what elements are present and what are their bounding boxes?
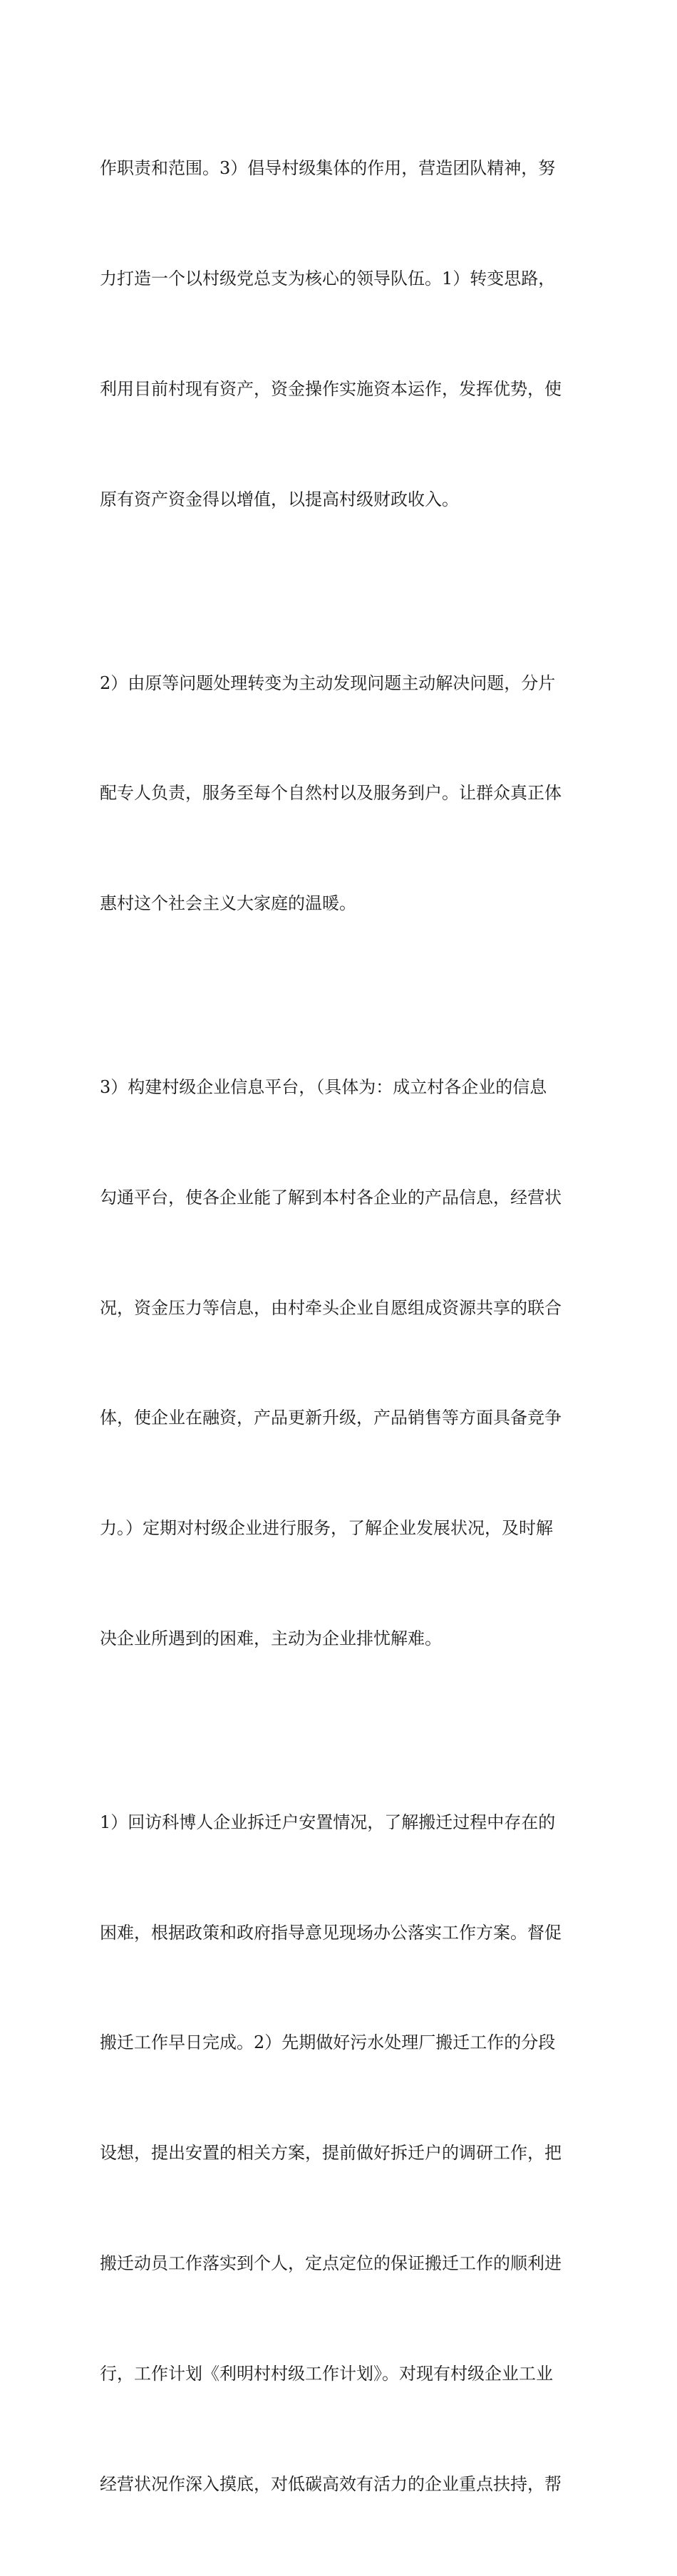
text-line: 力。）定期对村级企业进行服务，了解企业发展状况，及时解 bbox=[100, 1518, 553, 1539]
text-line: 决企业所遇到的困难，主动为企业排忧解难。 bbox=[100, 1628, 442, 1648]
text-line: 设想，提出安置的相关方案，提前做好拆迁户的调研工作，把 bbox=[100, 2143, 562, 2164]
text-line: 惠村这个社会主义大家庭的温暖。 bbox=[100, 893, 356, 914]
paragraph-1 bbox=[100, 77, 591, 591]
text-line: 况，资金压力等信息，由村牵头企业自愿组成资源共享的联合 bbox=[100, 1297, 562, 1318]
text-line: 2）由原等问题处理转变为主动发现问题主动解决问题，分片 bbox=[100, 672, 556, 693]
text-line: 勾通平台，使各企业能了解到本村各企业的产品信息，经营状 bbox=[100, 1187, 562, 1208]
text-line: 经营状况作深入摸底，对低碳高效有活力的企业重点扶持，帮 bbox=[100, 2473, 562, 2494]
text-line: 利用目前村现有资产，资金操作实施资本运作，发挥优势，使 bbox=[100, 378, 562, 399]
text-line: 原有资产资金得以增值，以提高村级财政收入。 bbox=[100, 489, 459, 509]
text-line: 配专人负责，服务至每个自然村以及服务到户。让群众真正体 bbox=[100, 783, 562, 804]
text-line: 搬迁工作早日完成。2）先期做好污水处理厂搬迁工作的分段 bbox=[100, 2032, 556, 2053]
text-line: 行，工作计划《利明村村级工作计划》。对现有村级企业工业 bbox=[100, 2363, 553, 2384]
paragraph-4 bbox=[100, 1731, 591, 2576]
document-body bbox=[100, 77, 591, 2576]
text-line: 1）回访科博人企业拆迁户安置情况，了解搬迁过程中存在的 bbox=[100, 1812, 556, 1832]
text-line: 作职责和范围。3）倡导村级集体的作用，营造团队精神，努 bbox=[100, 158, 556, 179]
text-line: 3）构建村级企业信息平台，（具体为：成立村各企业的信息 bbox=[100, 1077, 547, 1098]
text-line: 力打造一个以村级党总支为核心的领导队伍。1）转变思路， bbox=[100, 268, 556, 289]
paragraph-2 bbox=[100, 591, 591, 996]
text-line: 体，使企业在融资，产品更新升级，产品销售等方面具备竞争 bbox=[100, 1408, 562, 1428]
paragraph-3 bbox=[100, 996, 591, 1731]
text-line: 困难，根据政策和政府指导意见现场办公落实工作方案。督促 bbox=[100, 1922, 562, 1943]
text-line: 搬迁动员工作落实到个人，定点定位的保证搬迁工作的顺利进 bbox=[100, 2253, 562, 2274]
